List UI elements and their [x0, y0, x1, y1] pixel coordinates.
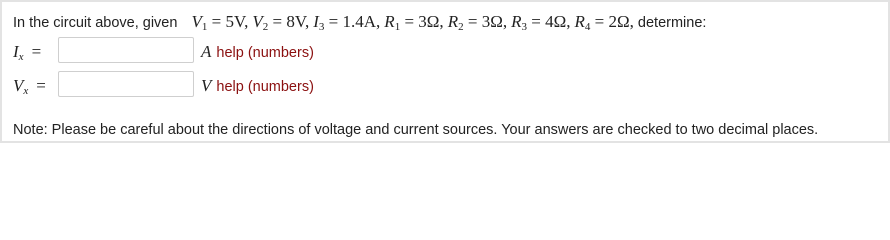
question-suffix: determine: [637, 15, 707, 31]
vx-help-link[interactable]: help (numbers) [216, 79, 314, 95]
vx-unit: V [201, 76, 212, 95]
param-i3: $I_3 = 1.4A$, [313, 12, 381, 33]
param-r2: $R_2 = 3\Omega$, [447, 12, 508, 33]
question-prefix: In the circuit above, given [13, 15, 178, 31]
vx-input[interactable] [58, 71, 194, 97]
param-v1: $V_1 = 5V$, [191, 12, 249, 33]
ix-unit: A [201, 42, 212, 61]
ix-input[interactable] [58, 37, 194, 63]
param-r1: $R_1 = 3\Omega$, [384, 12, 444, 33]
note-text: Note: Please be careful about the directions of voltage and current sources. Your answers are checked to two decimal places. [13, 122, 819, 138]
question-text [13, 12, 706, 37]
ix-unit-help [201, 42, 314, 62]
param-r3: $R_3 = 4\Omega$, [511, 12, 571, 33]
param-v2: $V_2 = 8V$, [252, 12, 310, 33]
vx-unit-help [201, 76, 314, 96]
param-r4: $R_4 = 2\Omega$, [574, 12, 634, 33]
ix-label: $I_x$ = [13, 42, 42, 63]
vx-label: $V_x$ = [13, 76, 46, 97]
ix-help-link[interactable]: help (numbers) [216, 45, 314, 61]
